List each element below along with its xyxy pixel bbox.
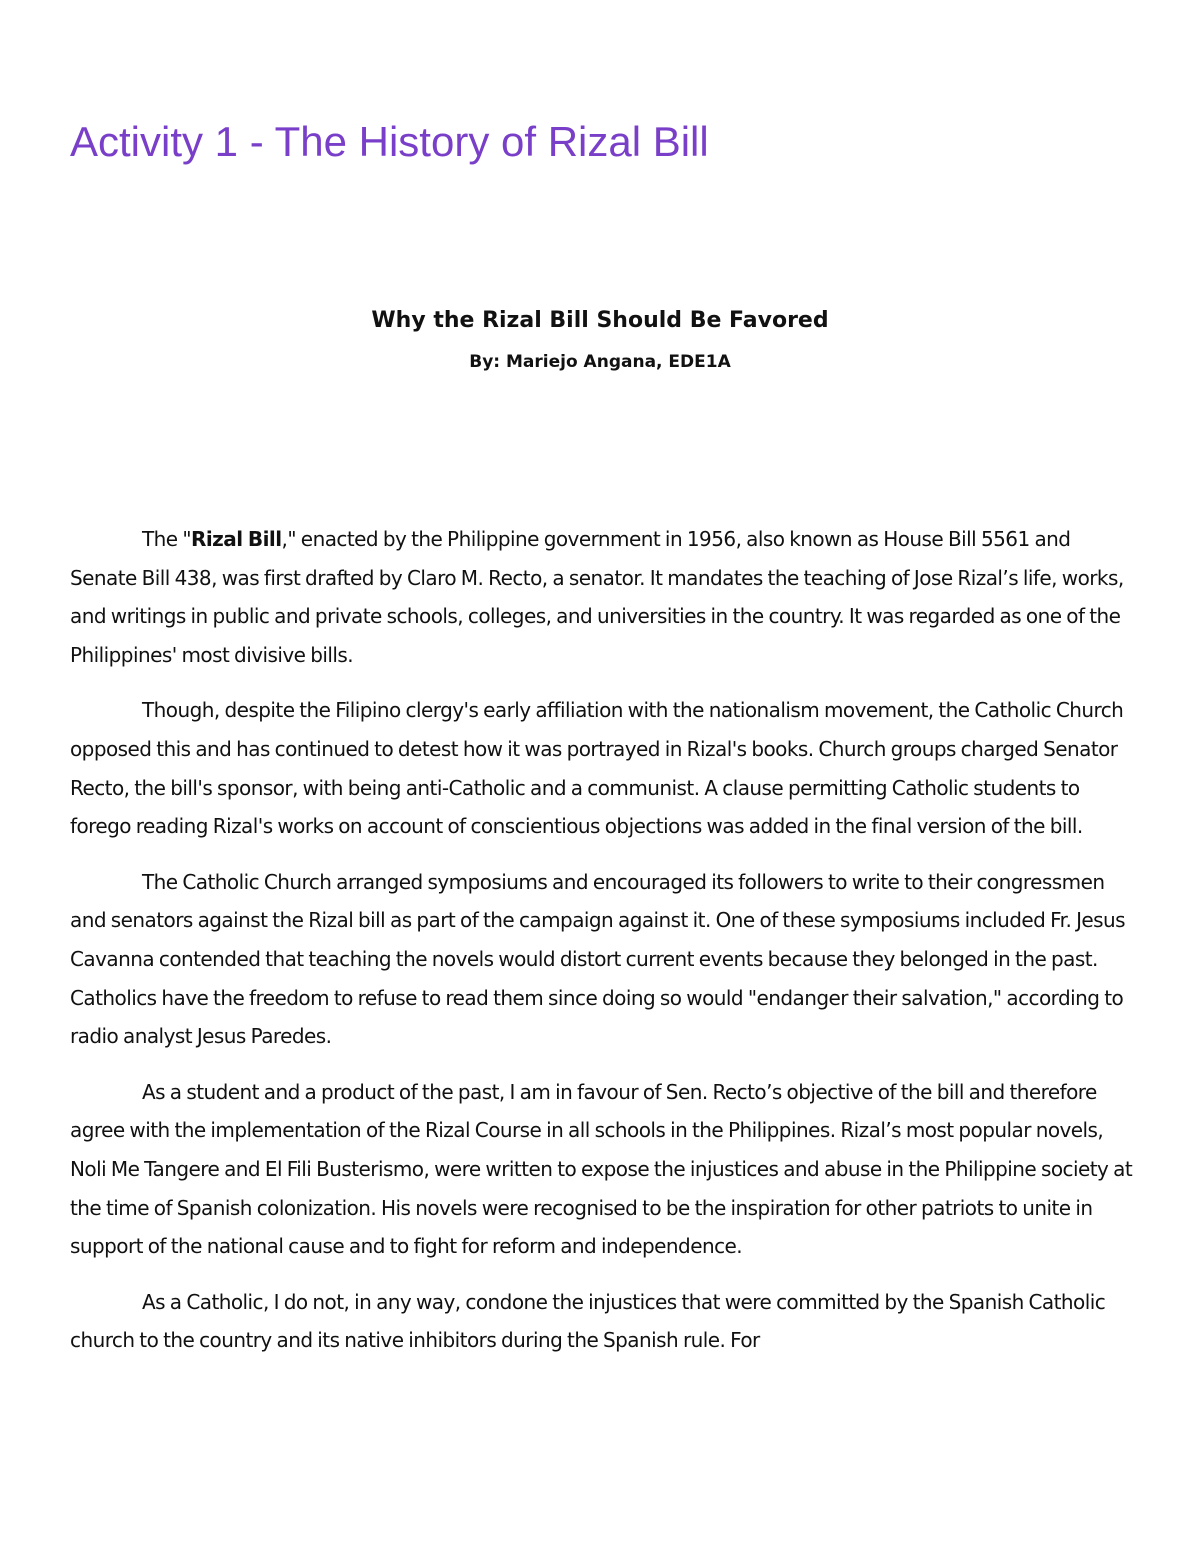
paragraph-3: The Catholic Church arranged symposiums and encouraged its followers to write to their congressmen and senators against the Rizal bill as part of the campaign against it. One of these symposiums included Fr. Jesus Cavanna contended that teaching the novels would distort current events because they belonged in the past. Catholics have the freedom to refuse to read them since doing so would "endanger their salvation," according to radio analyst Jesus Paredes. [70,869,1126,1049]
essay-title: Why the Rizal Bill Should Be Favored [371,308,829,333]
rizal-bill-bold-term: Rizal Bill [191,527,282,551]
paragraph-2: Though, despite the Filipino clergy's early affiliation with the nationalism movement, the Catholic Church opposed this and has continued to detest how it was portrayed in Rizal's books. Church groups charged Senator Recto, the bill's sponsor, with being anti-Catholic and a communist. A clause permitting Catholic students to forego reading Rizal's works on account of conscientious objections was added in the final version of the bill. [70,698,1124,839]
paragraph-5: As a Catholic, I do not, in any way, condone the injustices that were committed by the Spanish Catholic church to the country and its native inhibitors during the Spanish rule. For [70,1289,1106,1353]
author-byline: By: Mariejo Angana, EDE1A [469,352,731,372]
essay-body [70,520,1140,1377]
paragraph-1-lead: The " [142,527,192,551]
paragraph-4: As a student and a product of the past, I am in favour of Sen. Recto’s objective of the bill and therefore agree with the implementation of the Rizal Course in all schools in the Philippines. Rizal’s most popular novels, Noli Me Tangere and El Fili Busterismo, were written to expose the injustices and abuse in the Philippine society at the time of Spanish colonization. His novels were recognised to be the inspiration for other patriots to unite in support of the national cause and to fight for reform and independence. [70,1079,1133,1259]
paragraph-1-rest: ," enacted by the Philippine government in 1956, also known as House Bill 5561 and Senate Bill 438, was first drafted by Claro M. Recto, a senator. It mandates the teaching of Jose Rizal’s life, works, and writings in public and private schools, colleges, and universities in the country. It was regarded as one of the Philippines' most divisive bills. [70,527,1124,667]
document-heading: Activity 1 - The History of Rizal Bill [70,118,709,165]
paragraph-1 [70,520,1140,674]
